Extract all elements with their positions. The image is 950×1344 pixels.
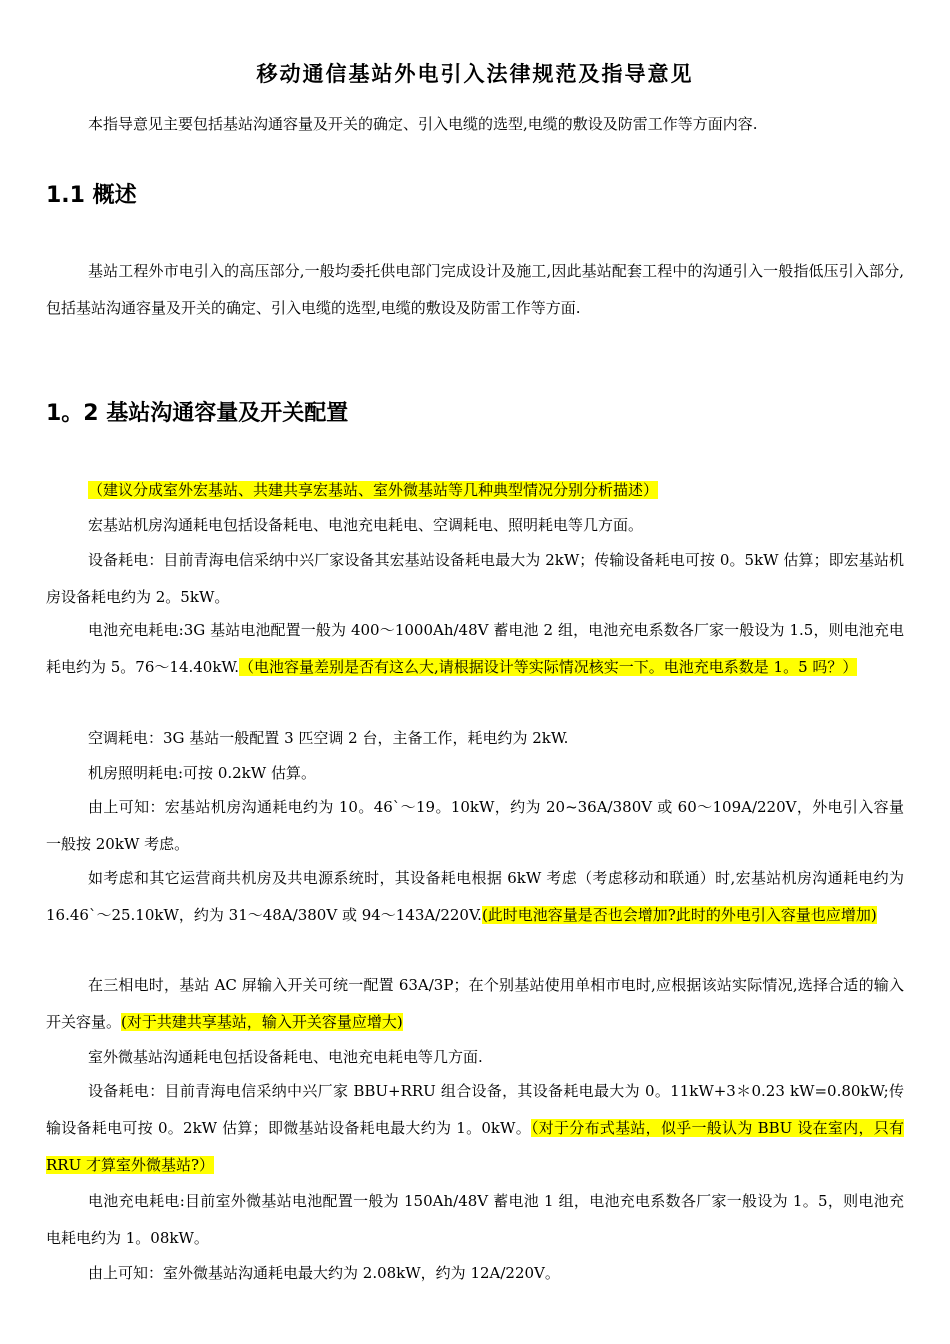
highlight-shared-note: (此时电池容量是否也会增加?此时的外电引入容量也应增加): [481, 906, 877, 924]
micro-battery-paragraph: 电池充电耗电:目前室外微基站电池配置一般为 150Ah/48V 蓄电池 1 组，电池充电系数各厂家一般设为 1。5，则电池充电耗电约为 1。08kW。: [46, 1192, 904, 1247]
micro-consumption-paragraph: 室外微基站沟通耗电包括设备耗电、电池充电耗电等几方面.: [88, 1048, 483, 1066]
switch-config-paragraph: [46, 967, 904, 1041]
micro-equipment-text: 设备耗电：目前青海电信采纳中兴厂家 BBU+RRU 组合设备，其设备耗电最大为 0。11kW+3＊0.23 kW=0.80kW;传输设备耗电可按 0。2kW 估算；即微基站设备耗电最大约为 1。0kW。: [46, 1082, 904, 1137]
equipment-consumption-paragraph: 设备耗电：目前青海电信采纳中兴厂家设备其宏基站设备耗电最大为 2kW；传输设备耗电可按 0。5kW 估算；即宏基站机房设备耗电约为 2。5kW。: [46, 551, 904, 606]
highlight-micro-note: （对于分布式基站，似乎一般认为 BBU 设在室内，只有 RRU 才算室外微基站?）: [46, 1119, 904, 1174]
micro-equipment-paragraph: [46, 1073, 904, 1184]
macro-summary-paragraph: 由上可知：宏基站机房沟通耗电约为 10。46`～19。10kW，约为 20~36A/380V 或 60～109A/220V，外电引入容量一般按 20kW 考虑。: [46, 798, 904, 853]
section-1-2-heading: 1。2 基站沟通容量及开关配置: [46, 401, 349, 426]
shared-site-text: 如考虑和其它运营商共机房及共电源系统时，其设备耗电根据 6kW 考虑（考虑移动和联通）时,宏基站机房沟通耗电约为 16.46`～25.10kW，约为 31～48A/380V 或 94～143A/220V.: [46, 869, 904, 924]
battery-consumption-paragraph: [46, 612, 904, 686]
switch-config-text: 在三相电时，基站 AC 屏输入开关可统一配置 63A/3P；在个别基站使用单相市电时,应根据该站实际情况,选择合适的输入开关容量。: [46, 976, 904, 1031]
macro-consumption-paragraph: 宏基站机房沟通耗电包括设备耗电、电池充电耗电、空调耗电、照明耗电等几方面。: [88, 516, 644, 534]
note-highlight: [46, 472, 904, 509]
shared-site-paragraph: [46, 860, 904, 934]
intro-paragraph: 本指导意见主要包括基站沟通容量及开关的确定、引入电缆的选型,电缆的敷设及防雷工作等方面内容.: [88, 115, 758, 133]
aircon-consumption-paragraph: 空调耗电：3G 基站一般配置 3 匹空调 2 台，主备工作，耗电约为 2kW.: [88, 729, 569, 747]
document-title: 移动通信基站外电引入法律规范及指导意见: [256, 62, 694, 86]
battery-text: 电池充电耗电:3G 基站电池配置一般为 400～1000Ah/48V 蓄电池 2 组，电池充电系数各厂家一般设为 1.5，则电池充电耗电约为 5。76～14.40kW.: [46, 621, 904, 676]
highlight-note-1: （建议分成室外宏基站、共建共享宏基站、室外微基站等几种典型情况分别分析描述）: [88, 481, 659, 499]
micro-summary-paragraph: 由上可知：室外微基站沟通耗电最大约为 2.08kW，约为 12A/220V。: [88, 1264, 560, 1282]
highlight-switch-note: (对于共建共享基站，输入开关容量应增大): [121, 1013, 403, 1031]
lighting-consumption-paragraph: 机房照明耗电:可按 0.2kW 估算。: [88, 764, 316, 782]
section-1-1-paragraph: 基站工程外市电引入的高压部分,一般均委托供电部门完成设计及施工,因此基站配套工程中的沟通引入一般指低压引入部分,包括基站沟通容量及开关的确定、引入电缆的选型,电缆的敷设及防雷工作等方面.: [46, 262, 904, 317]
highlight-battery-note: （电池容量差别是否有这么大,请根据设计等实际情况核实一下。电池充电系数是 1。5 吗？）: [239, 658, 858, 676]
section-1-1-heading: 1.1 概述: [46, 183, 137, 208]
